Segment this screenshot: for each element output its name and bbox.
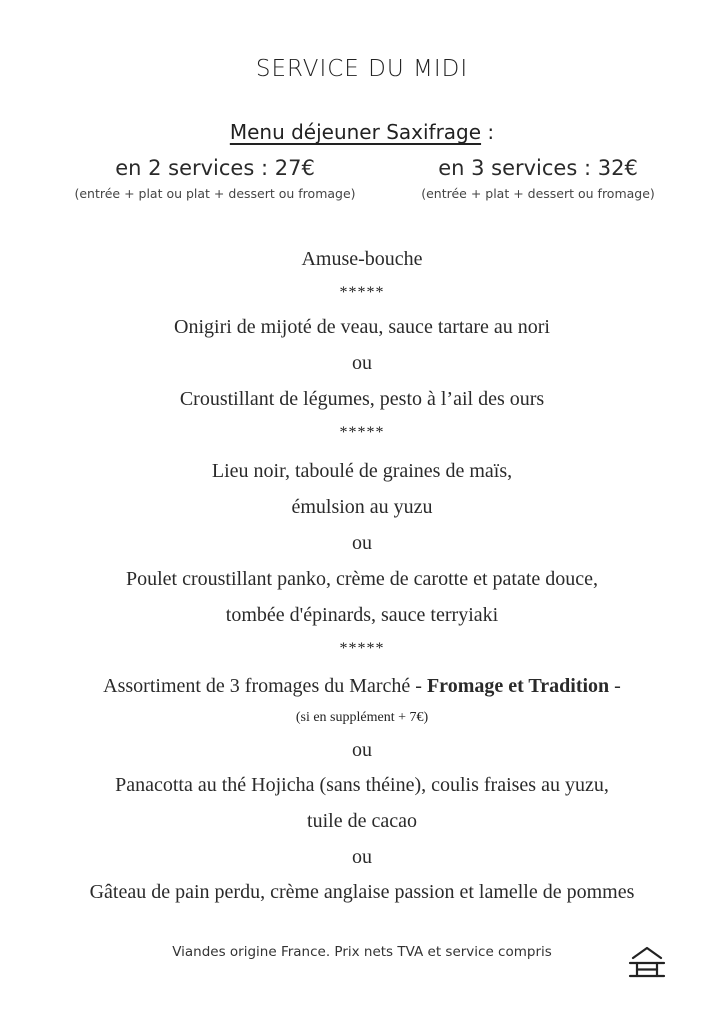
menu-heading xyxy=(0,120,724,144)
separator-2: ***** xyxy=(339,424,385,441)
option-2-detail: (entrée + plat ou plat + dessert ou fromage) xyxy=(74,186,356,201)
menu-name-colon: : xyxy=(481,120,495,144)
amuse-bouche: Amuse-bouche xyxy=(301,248,423,270)
separator-1: ***** xyxy=(339,284,385,301)
starter-1: Onigiri de mijoté de veau, sauce tartare au nori xyxy=(174,316,550,338)
starter-2: Croustillant de légumes, pesto à l’ail des ours xyxy=(179,388,545,410)
house-logo-icon xyxy=(628,945,666,979)
dessert-1-line-2: tuile de cacao xyxy=(307,810,417,832)
menu-name: Menu déjeuner Saxifrage xyxy=(229,120,482,144)
or-separator-1: ou xyxy=(352,352,372,374)
option-3-services xyxy=(388,156,688,201)
cheese-supplement-note: (si en supplément + 7€) xyxy=(295,710,429,725)
page-title: SERVICE DU MIDI xyxy=(255,56,469,82)
main-1-line-2: émulsion au yuzu xyxy=(291,496,433,518)
option-3-price: en 3 services : 32€ xyxy=(438,156,638,180)
or-separator-2: ou xyxy=(352,532,372,554)
footer-note: Viandes origine France. Prix nets TVA et service compris xyxy=(172,944,552,960)
option-2-price: en 2 services : 27€ xyxy=(115,156,315,180)
option-2-services xyxy=(50,156,380,201)
option-3-detail: (entrée + plat + dessert ou fromage) xyxy=(421,186,655,201)
or-separator-3: ou xyxy=(352,739,372,761)
cheese-prefix: Assortiment de 3 fromages du Marché - xyxy=(103,675,427,697)
or-separator-4: ou xyxy=(352,846,372,868)
dessert-1-line-1: Panacotta au thé Hojicha (sans théine), coulis fraises au yuzu, xyxy=(115,774,609,796)
main-2-line-1: Poulet croustillant panko, crème de carotte et patate douce, xyxy=(125,568,599,590)
cheese-brand: Fromage et Tradition xyxy=(426,675,610,697)
dessert-2: Gâteau de pain perdu, crème anglaise passion et lamelle de pommes xyxy=(89,881,635,903)
cheese-suffix: - xyxy=(609,675,621,697)
separator-3: ***** xyxy=(339,640,385,657)
cheese-line xyxy=(0,675,724,698)
main-1-line-1: Lieu noir, taboulé de graines de maïs, xyxy=(211,460,513,482)
main-2-line-2: tombée d'épinards, sauce terryiaki xyxy=(225,604,499,626)
